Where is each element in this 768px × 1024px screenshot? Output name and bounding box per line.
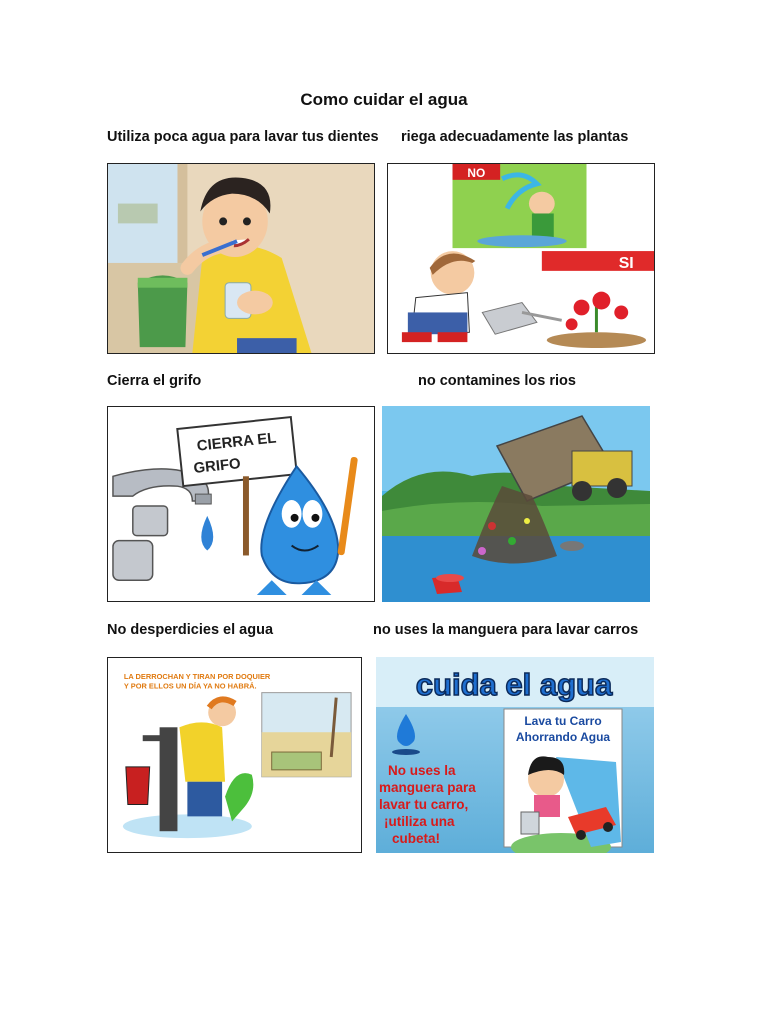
- banner-title: cuida el agua: [415, 667, 613, 702]
- car-wash-poster: [376, 657, 654, 853]
- river-pollution-illustration: [382, 406, 650, 602]
- no-label: NO: [467, 165, 486, 180]
- caption-brush-teeth: Utiliza poca agua para lavar tus dientes: [107, 129, 379, 145]
- message-line2: manguera para: [379, 780, 476, 795]
- box-title-line1: Lava tu Carro: [524, 714, 602, 728]
- caption-no-hose: no uses la manguera para lavar carros: [373, 622, 639, 638]
- waste-text-line2: Y POR ELLOS UN DÍA YA NO HABRÁ.: [123, 681, 257, 691]
- si-label: SI: [618, 254, 634, 272]
- caption-no-pollution: no contamines los rios: [418, 373, 576, 389]
- sign-text-line2: GRIFO: [192, 456, 242, 477]
- water-waste-illustration: [107, 657, 362, 853]
- caption-no-waste: No desperdicies el agua: [107, 622, 274, 638]
- message-line4: ¡utiliza una: [384, 814, 455, 829]
- waste-text-line1: LA DERROCHAN Y TIRAN POR DOQUIER: [123, 671, 271, 681]
- page-title: Como cuidar el agua: [300, 90, 468, 109]
- message-line3: lavar tu carro,: [379, 797, 469, 812]
- caption-water-plants: riega adecuadamente las plantas: [401, 129, 629, 145]
- message-line1: No uses la: [388, 763, 456, 778]
- sign-text-line1: CIERRA EL: [196, 430, 278, 455]
- watering-plants-illustration: [387, 163, 655, 354]
- brushing-teeth-illustration: [107, 163, 375, 354]
- close-faucet-illustration: [107, 406, 375, 602]
- box-title-line2: Ahorrando Agua: [515, 730, 611, 744]
- caption-close-faucet: Cierra el grifo: [107, 373, 202, 389]
- message-line5: cubeta!: [392, 831, 441, 846]
